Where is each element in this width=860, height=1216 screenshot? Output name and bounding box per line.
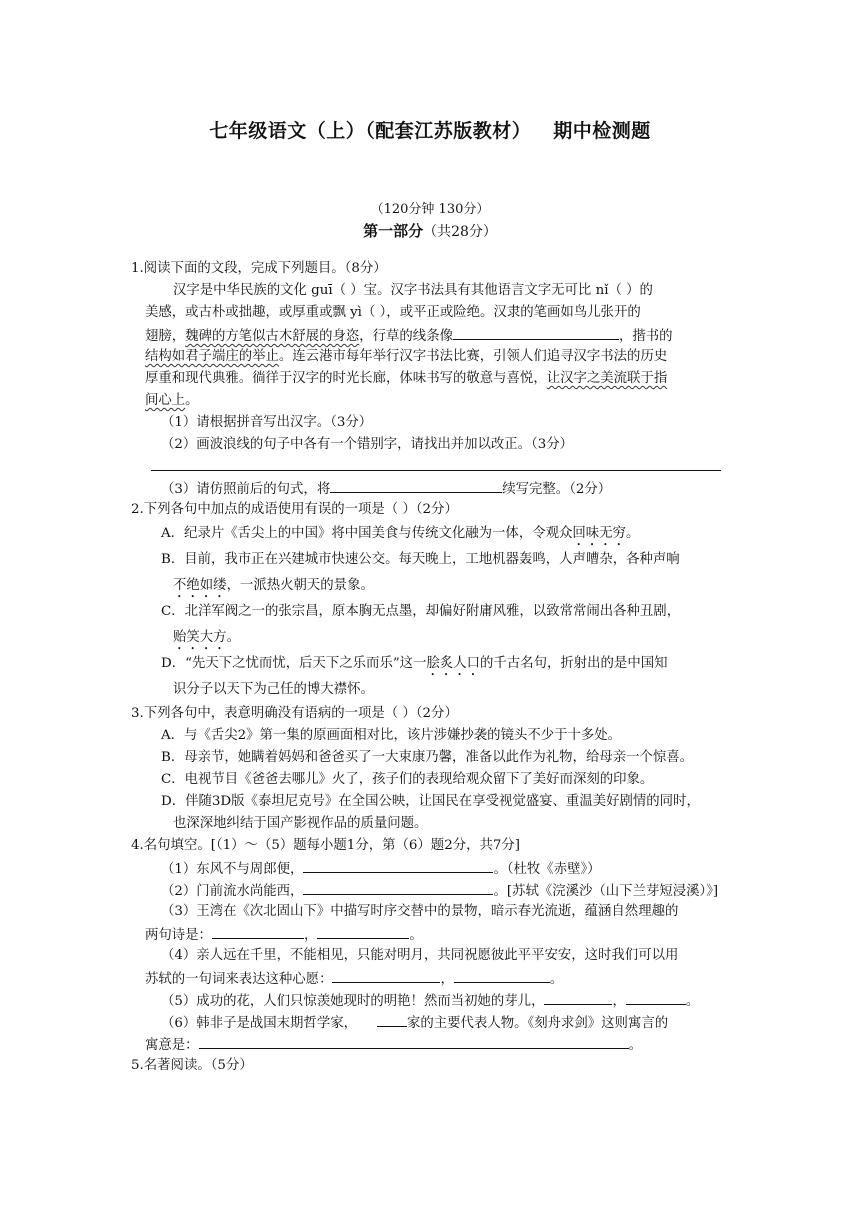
q2-option-b: B．目前，我市正在兴建城市快速公交。每天晚上，工地机器轰鸣，人声嘈杂，各种声响 [161, 552, 680, 567]
q4-item-5 [131, 989, 731, 1011]
q2-option-b-cont [131, 573, 731, 599]
text-span: D．“先天下之忧而忧，后天下之乐而乐”这一 [161, 656, 427, 671]
text-span: （6）韩非子是战国末期哲学家， [161, 1016, 357, 1031]
exam-content [131, 258, 731, 1077]
q4-item-6-cont [131, 1033, 731, 1055]
answer-blank[interactable] [330, 477, 502, 493]
answer-blank[interactable] [453, 324, 619, 340]
q1-heading: 1.阅读下面的文段，完成下列题目。（8分） [131, 261, 387, 276]
q1-passage-line [131, 346, 731, 368]
dotted-idiom: 不绝如缕 [173, 578, 227, 593]
exam-title [0, 116, 860, 143]
text-span: （3）请仿照前后的句式，将 [161, 482, 331, 497]
answer-blank[interactable] [317, 923, 409, 939]
q2-option-c: C．北洋军阀之一的张宗昌，原本胸无点墨，却偏好附庸风雅，以致常常闹出各种丑剧， [161, 604, 681, 619]
q1-passage-line: 汉字是中华民族的文化 guī（ ）宝。汉字书法具有其他语言文字无可比 nǐ（ ）的 [173, 283, 653, 298]
q2-option-a [131, 521, 731, 547]
answer-blank[interactable] [332, 967, 440, 983]
q3-option-c: C．电视节目《爸爸去哪儿》火了，孩子们的表现给观众留下了美好而深刻的印象。 [161, 772, 654, 787]
text-span: ，揩书的 [618, 329, 673, 344]
part-heading [0, 220, 860, 241]
text-span: 。 [628, 1038, 642, 1053]
q3-option-b: B．母亲节，她瞒着妈妈和爸爸买了一大束康乃馨，准备以此作为礼物，给母亲一个惊喜。 [161, 750, 694, 765]
answer-blank[interactable] [626, 989, 686, 1005]
text-span: 翅膀， [145, 329, 186, 344]
text-span: 。连云港市每年举行汉字书法比赛，引领人们追寻汉字书法的历史 [278, 349, 668, 364]
q4-item-4: （4）亲人远在千里，不能相见，只能对明月，共同祝愿彼此平平安安，这时我们可以用 [161, 948, 679, 963]
q2-option-d [131, 651, 731, 677]
text-span: （2）门前流水尚能西， [161, 884, 304, 899]
q3-option-a: A．与《舌尖2》第一集的原画面相对比，该片涉嫌抄袭的镜头不少于十多处。 [161, 728, 622, 743]
q3-option-d-cont: 也深深地纠结于国产影视作品的质量问题。 [173, 816, 428, 831]
answer-blank[interactable] [377, 1011, 407, 1027]
text-span: 。 [409, 928, 423, 943]
text-span: 。[苏轼《浣溪沙（山下兰芽短浸溪）》] [493, 884, 719, 899]
text-span: 厚重和现代典雅。徜徉于汉字的时光长廊，体味书写的敬意与喜悦， [145, 371, 547, 386]
text-span: 。 [549, 972, 564, 987]
q2-heading: 2.下列各句中加点的成语使用有误的一项是（ ）（2分） [131, 502, 458, 517]
q2-option-d-cont: 识分子以天下为己任的博大襟怀。 [173, 682, 374, 697]
q4-heading: 4.名句填空。[（1）～（5）题每小题1分，第（6）题2分，共7分] [131, 838, 521, 853]
text-span: ，一派热火朝天的景象。 [226, 578, 374, 593]
time-score-info: （120分钟 130分） [370, 202, 490, 217]
answer-blank[interactable] [544, 989, 612, 1005]
text-span: 。 [625, 526, 640, 541]
q4-item-2 [131, 879, 731, 901]
part-name: 第一部分 [363, 222, 424, 240]
text-span: A．纪录片《舌尖上的中国》将中国美食与传统文化融为一体，令观众 [161, 526, 573, 541]
text-span: （1）东风不与周郎便， [161, 862, 304, 877]
text-span: 。 [226, 630, 240, 645]
answer-blank[interactable] [303, 879, 493, 895]
q3-heading: 3.下列各句中，表意明确没有语病的一项是（ ）（2分） [131, 706, 458, 721]
dotted-idiom: 回味无穷 [572, 526, 626, 541]
text-span: 续写完整。（2分） [502, 482, 612, 497]
text-span: ， [612, 994, 626, 1009]
q4-item-3-cont [131, 923, 731, 945]
q4-item-3: （3）王湾在《次北固山下》中描写时序交替中的景物，暗示春光流逝，蕴涵自然理趣的 [161, 904, 679, 919]
q2-option-c-cont [131, 625, 731, 651]
text-span: ，行草的线条像 [359, 329, 453, 344]
q1-passage-line: 美感，或古朴或拙趣，或厚重或飘 yì（ ），或平正或险绝。汉隶的笔画如鸟儿张开的 [145, 305, 641, 320]
title-main: 七年级语文（上）（配套江苏版教材） [209, 120, 532, 142]
text-span: 。（杜牧《赤壁》） [493, 862, 601, 877]
wavy-sentence: 魏碑的方笔似古木舒展的身恣 [185, 329, 360, 344]
text-span: （5）成功的花，人们只惊羡她现时的明艳！然而当初她的芽儿， [161, 994, 545, 1009]
q4-item-6 [131, 1011, 731, 1033]
answer-blank[interactable] [212, 923, 304, 939]
q1-subquestion-3 [131, 477, 731, 499]
q4-item-4-cont [131, 967, 731, 989]
answer-blank[interactable] [199, 1033, 629, 1049]
text-span: 家的主要代表人物。《刻舟求剑》这则寓言的 [407, 1016, 669, 1031]
text-span: 。 [685, 994, 700, 1009]
text-span: ， [303, 928, 318, 943]
text-span: 两句诗是： [145, 928, 212, 943]
text-span: 。 [185, 393, 199, 408]
q5-heading: 5.名著阅读。（5分） [131, 1058, 253, 1073]
text-span: 苏轼的一句词来表达这种心愿： [145, 972, 333, 987]
part-score: （共28分） [423, 224, 497, 240]
answer-blank[interactable] [454, 967, 550, 983]
dotted-idiom: 脍炙人口 [426, 656, 481, 671]
q1-passage-line [131, 368, 731, 390]
dotted-idiom: 贻笑大方 [173, 630, 227, 645]
underlined-sentence: 让汉字之美流联于指 [546, 371, 668, 386]
q1-subquestion-2: （2）画波浪线的句子中各有一个错别字，请找出并加以改正。（3分） [161, 437, 574, 452]
text-span: 的千古名句，折射出的是中国知 [480, 656, 668, 671]
text-span: 寓意是： [145, 1038, 199, 1053]
q1-passage-line [131, 324, 731, 346]
underlined-sentence: 间心上 [145, 393, 186, 408]
q1-subquestion-1: （1）请根据拼音写出汉字。（3分） [161, 415, 373, 430]
q4-item-1 [131, 857, 731, 879]
title-sub: 期中检测题 [553, 120, 651, 142]
answer-blank[interactable] [303, 857, 493, 873]
q1-passage-line [131, 390, 731, 412]
answer-line[interactable] [151, 456, 721, 471]
text-span: ， [440, 972, 454, 987]
wavy-sentence: 结构如君子端庄的举止 [145, 349, 279, 364]
q3-option-d: D．伴随3D版《泰坦尼克号》在全国公映，让国民在享受视觉盛宴、重温美好剧情的同时， [161, 794, 700, 809]
